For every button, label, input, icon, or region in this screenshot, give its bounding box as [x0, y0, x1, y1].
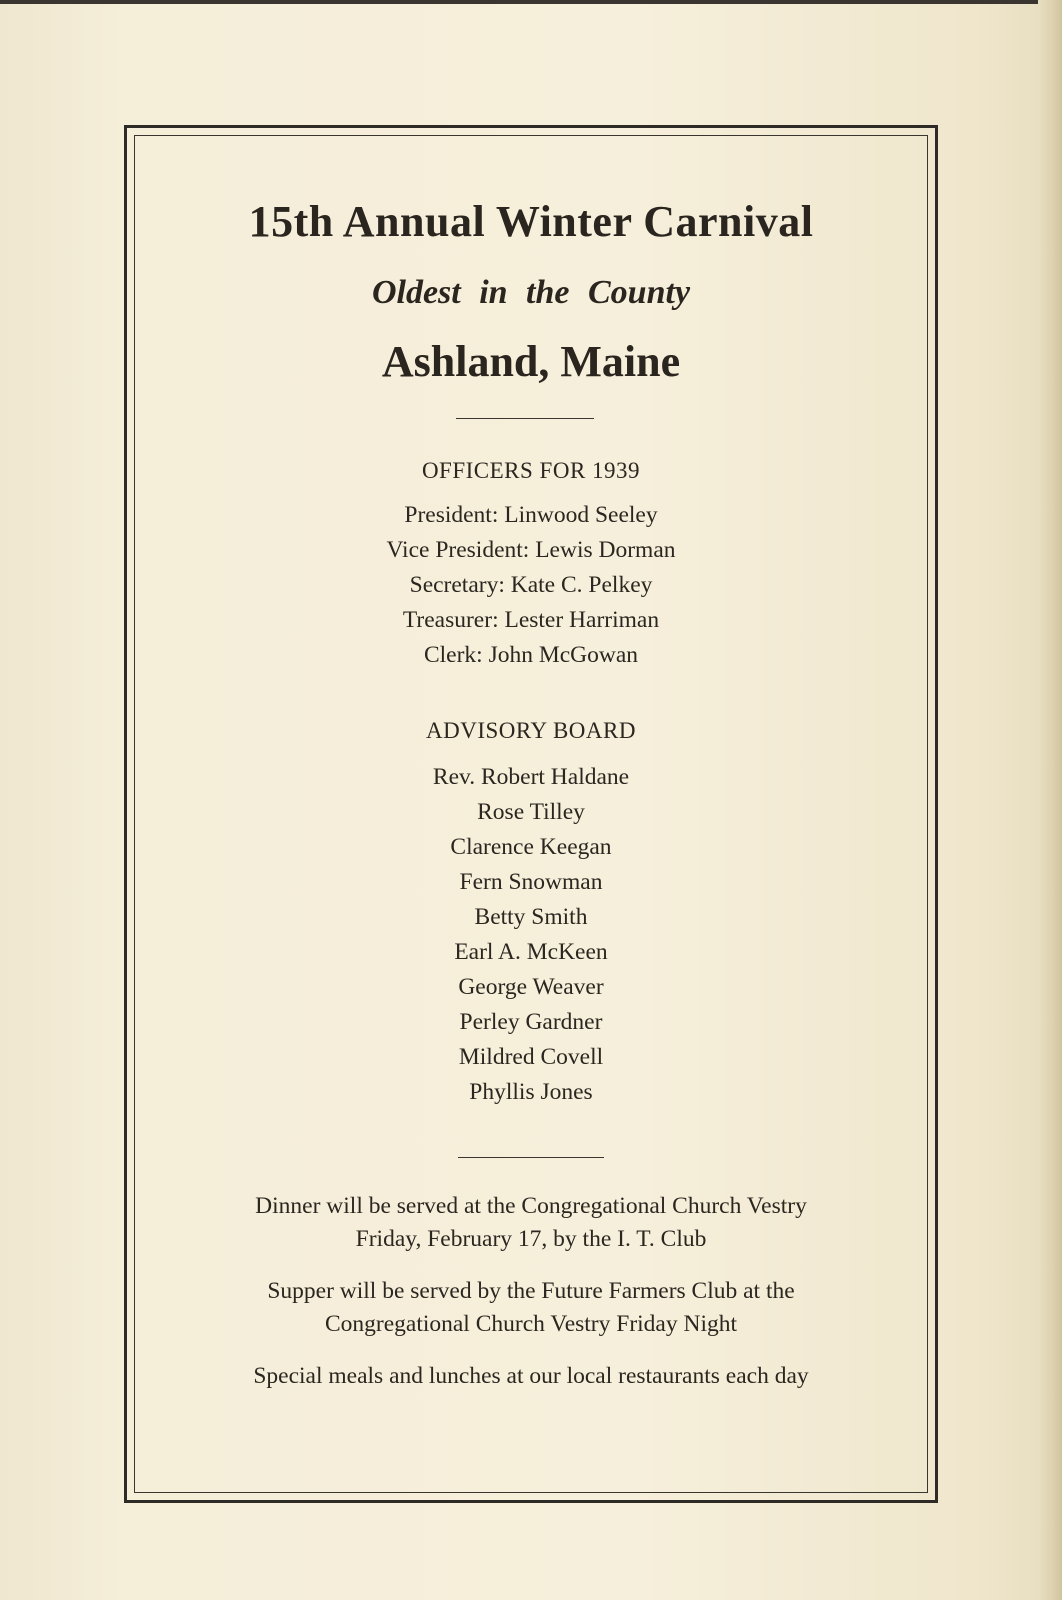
officers-list: [140, 498, 922, 673]
board-member: Clarence Keegan: [450, 834, 612, 860]
carnival-subtitle: Oldest in the County: [371, 274, 691, 311]
board-member: Rose Tilley: [477, 799, 585, 825]
dinner-line: Friday, February 17, by the I. T. Club: [355, 1226, 707, 1252]
officer-item: President: Linwood Seeley: [404, 502, 658, 528]
board-member: Fern Snowman: [459, 869, 603, 895]
board-member: Rev. Robert Haldane: [432, 764, 630, 790]
page-top-edge: [0, 0, 1062, 4]
board-member: Earl A. McKeen: [454, 939, 608, 965]
special-meals-notice: Special meals and lunches at our local restaurants each day: [253, 1363, 809, 1389]
carnival-title: 15th Annual Winter Carnival: [248, 197, 814, 246]
dinner-notice: [140, 1190, 922, 1256]
advisory-board-heading: ADVISORY BOARD: [426, 718, 636, 743]
supper-line: Supper will be served by the Future Farmers Club at the: [267, 1278, 795, 1304]
top-divider: [456, 418, 594, 419]
supper-line: Congregational Church Vestry Friday Night: [324, 1311, 738, 1337]
officer-item: Secretary: Kate C. Pelkey: [409, 572, 653, 598]
advisory-board-list: [140, 760, 922, 1110]
board-member: Phyllis Jones: [469, 1079, 593, 1105]
board-member: Mildred Covell: [458, 1044, 604, 1070]
dinner-line: Dinner will be served at the Congregational Church Vestry: [255, 1193, 807, 1219]
board-member: Perley Gardner: [459, 1009, 603, 1035]
officer-item: Vice President: Lewis Dorman: [386, 537, 676, 563]
bottom-divider: [458, 1157, 604, 1158]
board-member: George Weaver: [458, 974, 604, 1000]
officer-item: Treasurer: Lester Harriman: [402, 607, 660, 633]
officers-heading: OFFICERS FOR 1939: [421, 458, 641, 483]
carnival-location: Ashland, Maine: [381, 337, 681, 386]
board-member: Betty Smith: [474, 904, 588, 930]
supper-notice: [140, 1275, 922, 1341]
officer-item: Clerk: John McGowan: [423, 642, 639, 668]
page-binding-edge: [1038, 0, 1062, 1600]
